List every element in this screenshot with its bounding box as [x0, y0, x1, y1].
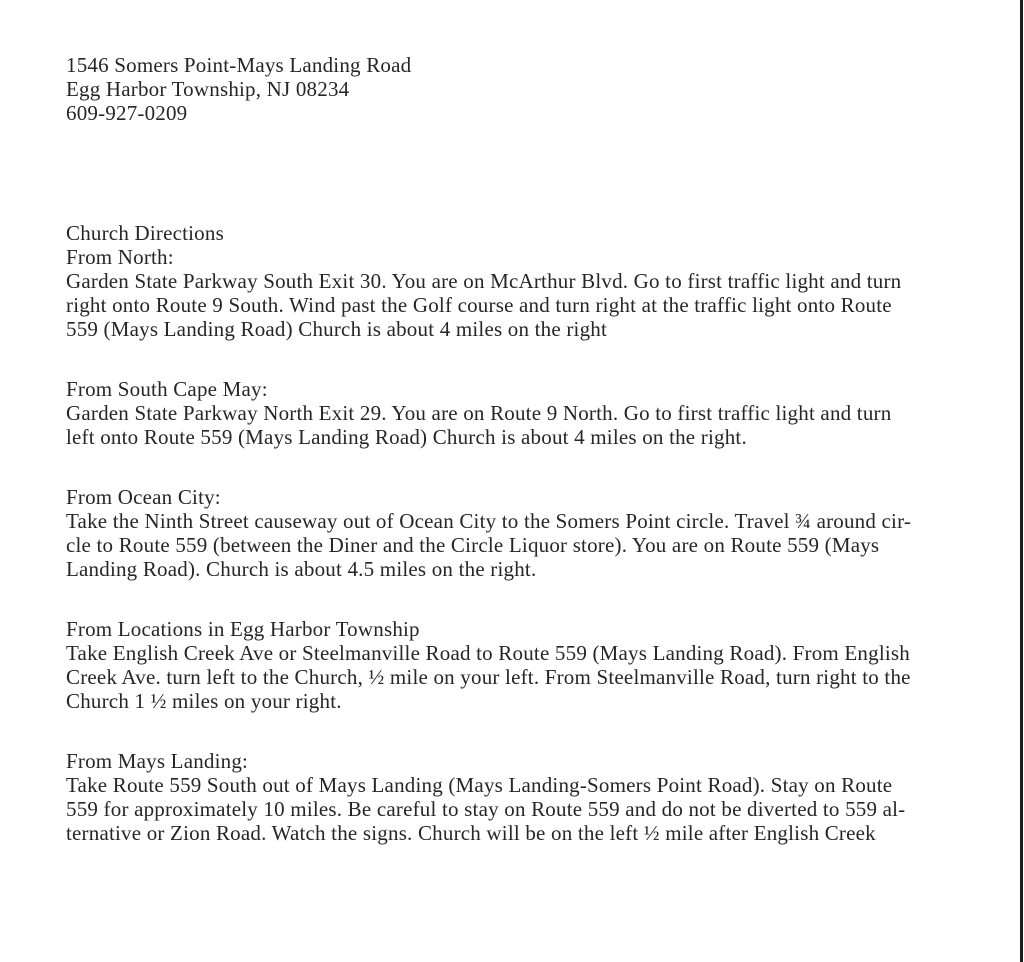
section-body-line: Garden State Parkway South Exit 30. You are on McArthur Blvd. Go to first traffic light and turn [66, 269, 902, 293]
section-heading: From North: [66, 245, 174, 269]
section-from-egg-harbor-township [66, 617, 966, 713]
document-title: Church Directions [66, 221, 224, 245]
section-heading: From Locations in Egg Harbor Township [66, 617, 420, 641]
section-body-line: 559 for approximately 10 miles. Be careful to stay on Route 559 and do not be diverted to 559 al- [66, 797, 906, 821]
section-body-line: cle to Route 559 (between the Diner and the Circle Liquor store). You are on Route 559 (Mays [66, 533, 880, 557]
section-heading: From Mays Landing: [66, 749, 249, 773]
section-body-line: Landing Road). Church is about 4.5 miles on the right. [66, 557, 537, 581]
address-line-city: Egg Harbor Township, NJ 08234 [66, 77, 350, 101]
section-body-line: left onto Route 559 (Mays Landing Road) Church is about 4 miles on the right. [66, 425, 747, 449]
section-body-line: right onto Route 9 South. Wind past the Golf course and turn right at the traffic light onto Route [66, 293, 892, 317]
address-line-street: 1546 Somers Point-Mays Landing Road [66, 53, 412, 77]
section-from-south-cape-may [66, 377, 966, 449]
address-line-phone: 609-927-0209 [66, 101, 188, 125]
section-body-line: Take the Ninth Street causeway out of Ocean City to the Somers Point circle. Travel ¾ around cir- [66, 509, 912, 533]
address-block [66, 53, 966, 125]
section-body-line: Take English Creek Ave or Steelmanville Road to Route 559 (Mays Landing Road). From English [66, 641, 910, 665]
section-from-north [66, 245, 966, 341]
section-body-line: 559 (Mays Landing Road) Church is about 4 miles on the right [66, 317, 608, 341]
section-from-ocean-city [66, 485, 966, 581]
section-body-line: Church 1 ½ miles on your right. [66, 689, 342, 713]
section-heading: From Ocean City: [66, 485, 221, 509]
section-from-mays-landing [66, 749, 966, 845]
section-body-line: Creek Ave. turn left to the Church, ½ mile on your left. From Steelmanville Road, turn right to the [66, 665, 911, 689]
scan-edge-line [1020, 0, 1023, 962]
document-content [66, 53, 966, 845]
section-body-line: ternative or Zion Road. Watch the signs. Church will be on the left ½ mile after English Creek [66, 821, 876, 845]
section-body-line: Garden State Parkway North Exit 29. You are on Route 9 North. Go to first traffic light and turn [66, 401, 892, 425]
section-body-line: Take Route 559 South out of Mays Landing (Mays Landing-Somers Point Road). Stay on Route [66, 773, 893, 797]
section-heading: From South Cape May: [66, 377, 268, 401]
